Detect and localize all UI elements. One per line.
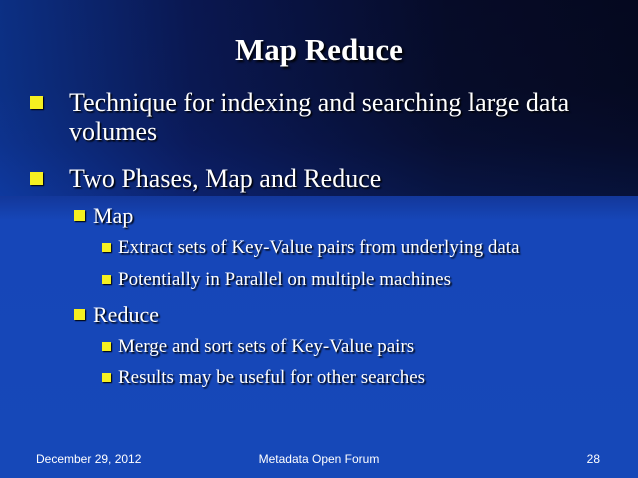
sub-sub-bullet-text: Results may be useful for other searches [118, 367, 426, 388]
sub-bullet-reduce [74, 302, 159, 328]
sub-sub-bullet-text: Extract sets of Key-Value pairs from underlying data [118, 237, 520, 258]
square-bullet-icon [30, 96, 43, 109]
bullet-text: Technique for indexing and searching large data volumes [69, 88, 570, 146]
sub-bullet-label: Reduce [93, 302, 159, 327]
square-bullet-icon [30, 172, 43, 185]
square-bullet-icon [74, 309, 85, 320]
bullet-item [30, 88, 610, 146]
sub-bullet-map [74, 203, 133, 229]
bullet-item [30, 164, 610, 193]
sub-bullet-label: Map [93, 203, 134, 228]
square-bullet-icon [102, 243, 111, 252]
square-bullet-icon [74, 210, 85, 221]
bullet-text: Two Phases, Map and Reduce [69, 164, 382, 193]
footer-title: Metadata Open Forum [258, 452, 380, 466]
sub-sub-bullet-text: Merge and sort sets of Key-Value pairs [118, 336, 415, 357]
footer-date: December 29, 2012 [36, 452, 142, 466]
square-bullet-icon [102, 342, 111, 351]
square-bullet-icon [102, 373, 111, 382]
sub-sub-bullet [102, 336, 414, 358]
sub-sub-bullet [102, 237, 520, 259]
square-bullet-icon [102, 275, 111, 284]
sub-sub-bullet [102, 269, 451, 291]
sub-sub-bullet [102, 367, 425, 389]
sub-sub-bullet-text: Potentially in Parallel on multiple machines [118, 269, 451, 290]
slide-title: Map Reduce [235, 32, 403, 67]
page-number: 28 [586, 452, 600, 466]
